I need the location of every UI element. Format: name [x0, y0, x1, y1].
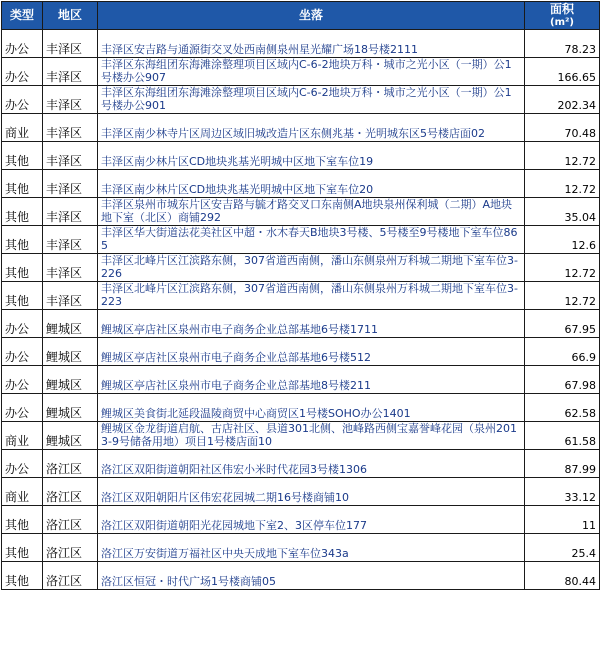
cell-location: 鲤城区美食街北延段温陵商贸中心商贸区1号楼SOHO办公1401	[98, 394, 525, 422]
cell-location: 洛江区双阳朝阳片区伟宏花园城二期16号楼商铺10	[98, 478, 525, 506]
cell-type: 办公	[2, 450, 43, 478]
cell-district: 丰泽区	[43, 114, 98, 142]
cell-area: 33.12	[525, 478, 600, 506]
header-district: 地区	[43, 2, 98, 30]
table-body	[2, 30, 600, 590]
cell-location: 丰泽区安吉路与通源街交叉处西南侧泉州星光耀广场18号楼2111	[98, 30, 525, 58]
cell-district: 洛江区	[43, 450, 98, 478]
cell-type: 商业	[2, 478, 43, 506]
table-row	[2, 282, 600, 310]
header-location: 坐落	[98, 2, 525, 30]
cell-area: 35.04	[525, 198, 600, 226]
header-row	[2, 2, 600, 30]
cell-type: 其他	[2, 198, 43, 226]
cell-type: 商业	[2, 114, 43, 142]
table-row	[2, 198, 600, 226]
cell-area: 12.72	[525, 254, 600, 282]
cell-district: 丰泽区	[43, 86, 98, 114]
table-row	[2, 450, 600, 478]
cell-location: 丰泽区泉州市城东片区安吉路与毓才路交叉口东南侧A地块泉州保利城（二期）A地块地下室（北区）商铺292	[98, 198, 525, 226]
cell-area: 11	[525, 506, 600, 534]
table-row	[2, 58, 600, 86]
property-table	[1, 1, 600, 590]
cell-area: 87.99	[525, 450, 600, 478]
table-row	[2, 422, 600, 450]
cell-area: 67.95	[525, 310, 600, 338]
cell-area: 70.48	[525, 114, 600, 142]
cell-area: 78.23	[525, 30, 600, 58]
table-row	[2, 170, 600, 198]
cell-district: 鲤城区	[43, 310, 98, 338]
cell-district: 洛江区	[43, 478, 98, 506]
cell-area: 61.58	[525, 422, 600, 450]
cell-type: 其他	[2, 142, 43, 170]
cell-location: 鲤城区亭店社区泉州市电子商务企业总部基地8号楼211	[98, 366, 525, 394]
table-row	[2, 114, 600, 142]
table-row	[2, 478, 600, 506]
cell-district: 洛江区	[43, 562, 98, 590]
cell-type: 其他	[2, 254, 43, 282]
cell-location: 洛江区双阳街道朝阳社区伟宏小米时代花园3号楼1306	[98, 450, 525, 478]
table-row	[2, 310, 600, 338]
table-row	[2, 506, 600, 534]
cell-area: 12.72	[525, 142, 600, 170]
cell-type: 其他	[2, 226, 43, 254]
cell-type: 其他	[2, 534, 43, 562]
cell-location: 鲤城区亭店社区泉州市电子商务企业总部基地6号楼512	[98, 338, 525, 366]
table-row	[2, 86, 600, 114]
cell-area: 12.72	[525, 282, 600, 310]
cell-district: 丰泽区	[43, 282, 98, 310]
cell-area: 67.98	[525, 366, 600, 394]
cell-type: 办公	[2, 394, 43, 422]
cell-type: 其他	[2, 562, 43, 590]
header-area-label: 面积	[549, 1, 574, 16]
cell-area: 12.6	[525, 226, 600, 254]
table-row	[2, 338, 600, 366]
cell-district: 丰泽区	[43, 58, 98, 86]
table-row	[2, 394, 600, 422]
table-row	[2, 366, 600, 394]
cell-district: 丰泽区	[43, 142, 98, 170]
cell-area: 166.65	[525, 58, 600, 86]
cell-area: 12.72	[525, 170, 600, 198]
header-area	[525, 2, 600, 30]
cell-type: 其他	[2, 506, 43, 534]
cell-location: 丰泽区东海组团东海滩涂整理项目区域内C-6-2地块万科・城市之光小区（一期）公1号楼办公907	[98, 58, 525, 86]
cell-location: 鲤城区金龙街道启航、古店社区、县道301北侧、池峰路西侧宝嘉誉峰花园（泉州2013-9号储备用地）项目1号楼店面10	[98, 422, 525, 450]
cell-district: 鲤城区	[43, 394, 98, 422]
cell-district: 鲤城区	[43, 422, 98, 450]
cell-location: 丰泽区南少林片区CD地块兆基光明城中区地下室车位19	[98, 142, 525, 170]
cell-type: 办公	[2, 58, 43, 86]
table-row	[2, 30, 600, 58]
table-row	[2, 534, 600, 562]
cell-type: 其他	[2, 170, 43, 198]
cell-district: 丰泽区	[43, 170, 98, 198]
cell-location: 洛江区双阳街道朝阳光花园城地下室2、3区停车位177	[98, 506, 525, 534]
cell-district: 洛江区	[43, 534, 98, 562]
cell-type: 办公	[2, 338, 43, 366]
header-area-unit: (m²)	[550, 16, 574, 28]
cell-area: 66.9	[525, 338, 600, 366]
cell-district: 丰泽区	[43, 30, 98, 58]
cell-area: 25.4	[525, 534, 600, 562]
cell-area: 80.44	[525, 562, 600, 590]
cell-location: 丰泽区南少林寺片区周边区域旧城改造片区东侧兆基・光明城东区5号楼店面02	[98, 114, 525, 142]
cell-location: 丰泽区东海组团东海滩涂整理项目区域内C-6-2地块万科・城市之光小区（一期）公1号楼办公901	[98, 86, 525, 114]
header-type: 类型	[2, 2, 43, 30]
table-row	[2, 226, 600, 254]
cell-type: 商业	[2, 422, 43, 450]
table-row	[2, 254, 600, 282]
cell-area: 62.58	[525, 394, 600, 422]
cell-location: 洛江区恒冠・时代广场1号楼商铺05	[98, 562, 525, 590]
cell-district: 洛江区	[43, 506, 98, 534]
cell-location: 丰泽区南少林片区CD地块兆基光明城中区地下室车位20	[98, 170, 525, 198]
cell-location: 丰泽区华大街道法花美社区中超・水木春天B地块3号楼、5号楼至9号楼地下室车位865	[98, 226, 525, 254]
table-header	[2, 2, 600, 30]
cell-location: 丰泽区北峰片区江滨路东侧，307省道西南侧，潘山东侧泉州万科城二期地下室车位3-223	[98, 282, 525, 310]
cell-district: 鲤城区	[43, 338, 98, 366]
cell-type: 办公	[2, 86, 43, 114]
cell-district: 鲤城区	[43, 366, 98, 394]
cell-location: 丰泽区北峰片区江滨路东侧，307省道西南侧，潘山东侧泉州万科城二期地下室车位3-226	[98, 254, 525, 282]
cell-district: 丰泽区	[43, 226, 98, 254]
cell-location: 洛江区万安街道万福社区中央天成地下室车位343a	[98, 534, 525, 562]
cell-location: 鲤城区亭店社区泉州市电子商务企业总部基地6号楼1711	[98, 310, 525, 338]
cell-district: 丰泽区	[43, 198, 98, 226]
cell-district: 丰泽区	[43, 254, 98, 282]
cell-type: 办公	[2, 310, 43, 338]
cell-type: 办公	[2, 366, 43, 394]
table-row	[2, 562, 600, 590]
cell-area: 202.34	[525, 86, 600, 114]
cell-type: 其他	[2, 282, 43, 310]
table-row	[2, 142, 600, 170]
cell-type: 办公	[2, 30, 43, 58]
